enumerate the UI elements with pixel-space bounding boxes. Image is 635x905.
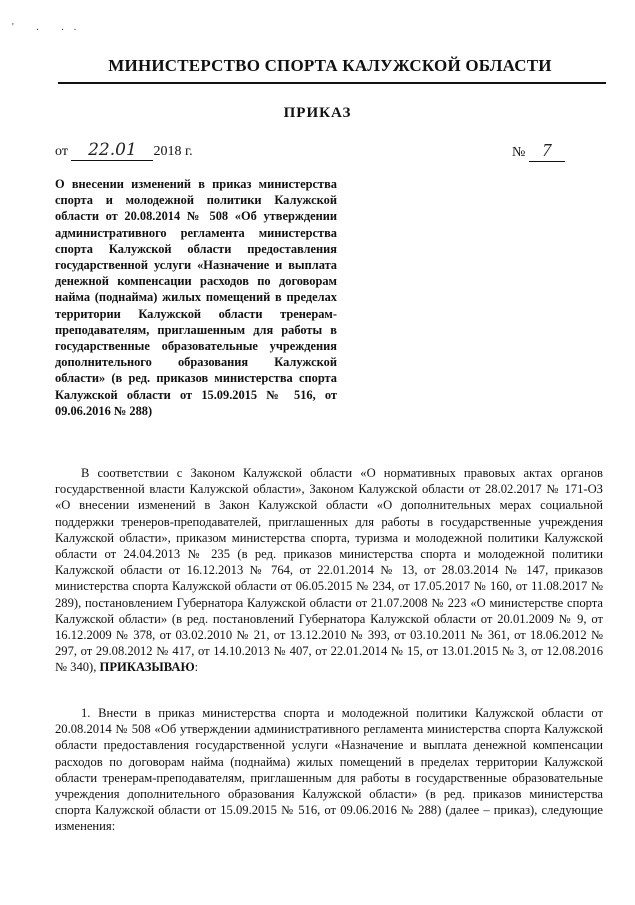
handwritten-number: 7	[529, 140, 565, 162]
command-suffix: :	[194, 660, 199, 675]
scan-corner-marks: ' . ..	[12, 22, 87, 33]
number-prefix: №	[512, 145, 526, 160]
order-subject: О внесении изменений в приказ министерства спорта и молодежной политики Калужской области от 20.08.2014 № 508 «Об утверждении административного регламента министерства спорта Калужской области предоставления государственной услуги «Назначение и выплата денежной компенсации расходов по договорам найма (поднайма) жилых помещений в пределах территории Калужской области тренерам-преподавателям, приглашенным для работы в государственные образовательные учреждения дополнительного образования Калужской области» (в ред. приказов министерства спорта Калужской области от 15.09.2015 № 516, от 09.06.2016 № 288)	[55, 177, 337, 418]
date-year: 2018 г.	[153, 144, 193, 159]
item-1-paragraph: 1. Внести в приказ министерства спорта и молодежной политики Калужской области от 20.08.2014 № 508 «Об утверждении административного регламента министерства спорта Калужской области предоставления государственной услуги «Назначение и выплата денежной компенсации расходов по договорам найма (поднайма) жилых помещений в пределах территории Калужской области тренерам-преподавателям, приглашенным для работы в государственные образовательные учреждения дополнительного образования Калужской области» (в ред. приказов министерства спорта Калужской области от 15.09.2015 № 516, от 09.06.2016 № 288) (далее – приказ), следующие изменения:	[55, 706, 603, 834]
order-number-line	[512, 140, 565, 162]
preamble-paragraph	[55, 465, 603, 676]
handwritten-date: 22.01	[71, 140, 153, 161]
date-prefix: от	[55, 144, 68, 159]
ministry-header: МИНИСТЕРСТВО СПОРТА КАЛУЖСКОЙ ОБЛАСТИ	[108, 56, 552, 75]
header-rule	[58, 82, 606, 84]
order-date-line	[55, 140, 193, 161]
order-title: ПРИКАЗ	[283, 105, 352, 121]
command-word: ПРИКАЗЫВАЮ	[99, 660, 195, 675]
preamble-text: В соответствии с Законом Калужской области «О нормативных правовых актах органов государственной власти Калужской области», Законом Калужской области от 28.02.2017 № 171-ОЗ «О внесении изменений в Закон Калужской области «О дополнительных мерах социальной поддержки тренеров-преподавателей, приглашенных для работы в государственные учреждения Калужской области», приказом министерства спорта, туризма и молодежной политики Калужской области от 24.04.2013 № 235 (в ред. приказов министерства спорта и молодежной политики Калужской области от 16.12.2013 № 764, от 22.01.2014 № 13, от 28.03.2014 № 147, приказов министерства спорта Калужской области от 06.05.2015 № 234, от 17.05.2017 № 160, от 11.08.2017 № 289), постановлением Губернатора Калужской области от 21.07.2008 № 223 «О министерстве спорта Калужской области» (в ред. постановлений Губернатора Калужской области от 20.01.2009 № 9, от 16.12.2009 № 378, от 03.02.2010 № 21, от 13.12.2010 № 393, от 03.10.2011 № 361, от 18.06.2012 № 297, от 29.08.2012 № 417, от 14.10.2013 № 407, от 22.01.2014 № 15, от 13.01.2015 № 3, от 12.08.2016 № 340),	[55, 466, 603, 675]
